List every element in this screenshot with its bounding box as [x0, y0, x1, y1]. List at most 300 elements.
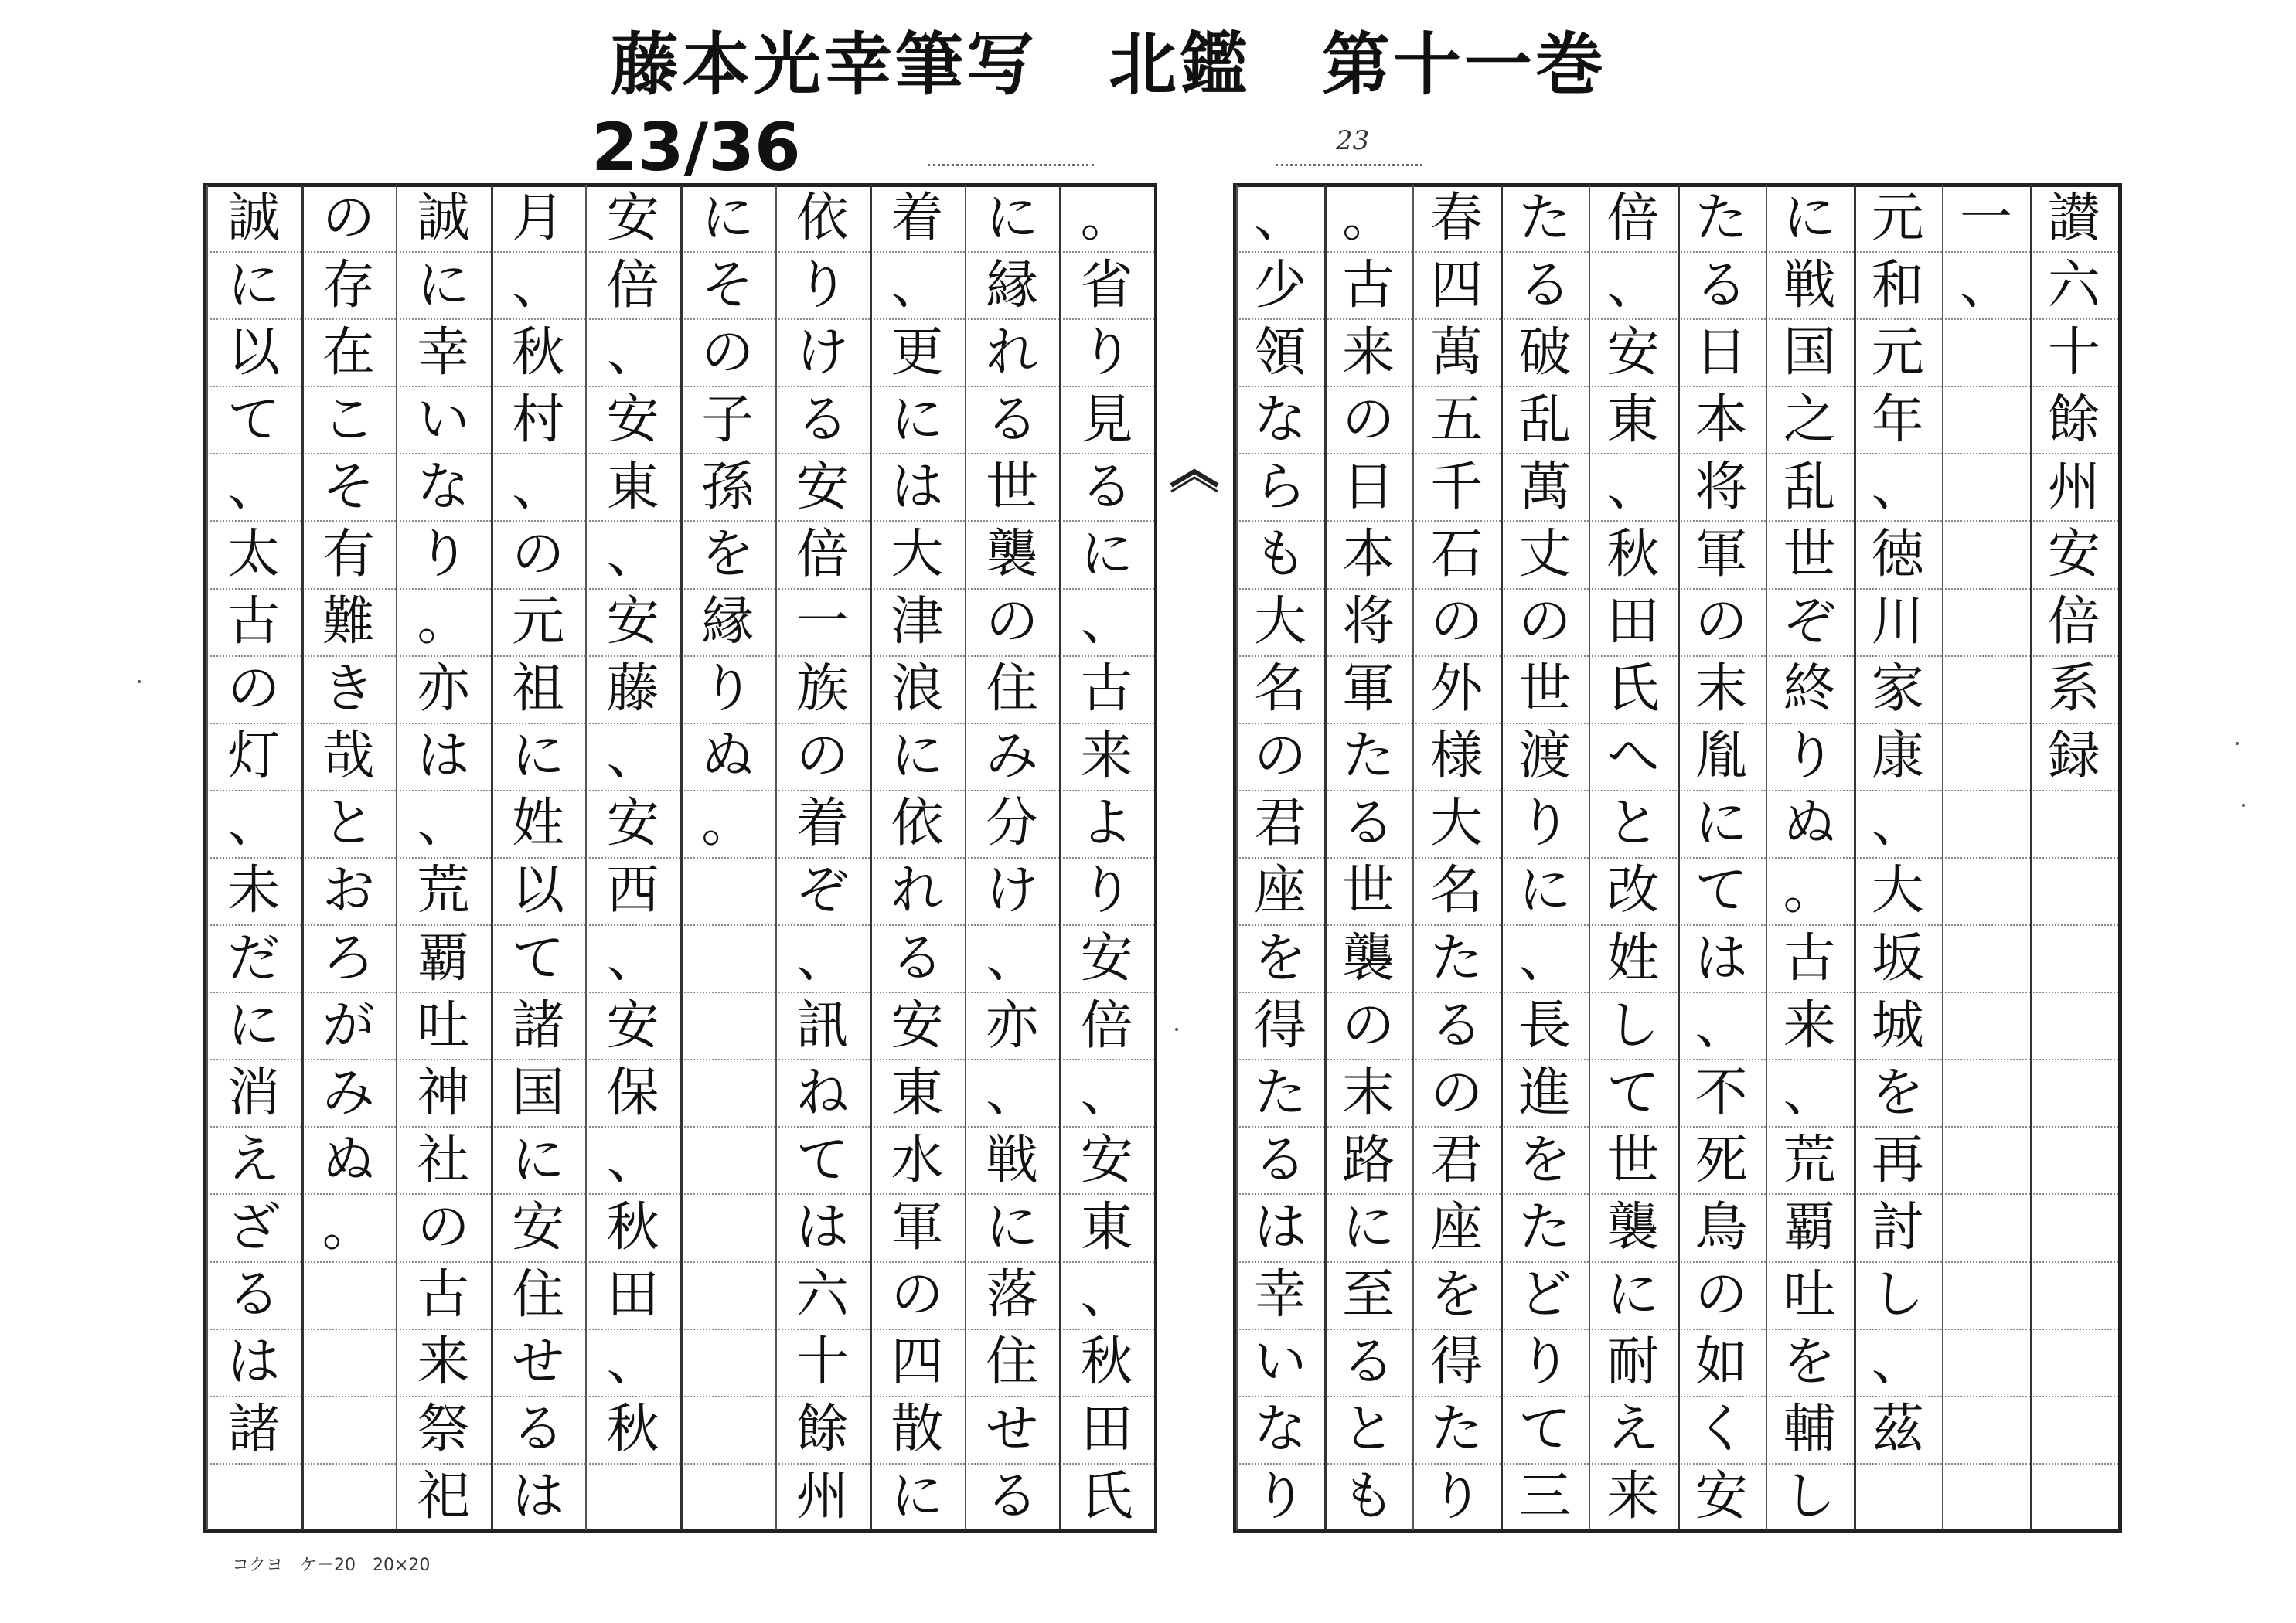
manuscript-cell: 。 — [1324, 185, 1412, 253]
manuscript-cell: 得 — [1412, 1330, 1501, 1397]
manuscript-cell: 改 — [1589, 859, 1677, 926]
manuscript-cell: 安 — [585, 590, 680, 657]
manuscript-cell: 来 — [1324, 320, 1412, 387]
manuscript-cell: 古 — [206, 590, 301, 657]
manuscript-cell: に — [396, 253, 491, 320]
manuscript-cell: ぞ — [1766, 590, 1854, 657]
manuscript-cell: な — [396, 454, 491, 522]
manuscript-column — [1412, 185, 1501, 1530]
manuscript-cell: た — [1501, 1195, 1589, 1262]
manuscript-cell: 輔 — [1766, 1397, 1854, 1465]
manuscript-cell: 秋 — [1589, 522, 1677, 589]
manuscript-cell: 軍 — [1324, 657, 1412, 724]
manuscript-cell: 諸 — [206, 1397, 301, 1465]
manuscript-cell: り — [396, 522, 491, 589]
manuscript-cell: る — [491, 1397, 586, 1465]
manuscript-cell: し — [1783, 1466, 1836, 1528]
manuscript-column — [775, 185, 870, 1530]
manuscript-cell: 、 — [1059, 1263, 1154, 1330]
manuscript-cell: 戦 — [1766, 253, 1854, 320]
manuscript-column — [680, 185, 775, 1530]
scan-speck — [138, 680, 141, 683]
manuscript-cell: 来 — [1606, 1466, 1660, 1528]
manuscript-cell: 吐 — [1766, 1263, 1854, 1330]
manuscript-cell: 年 — [1854, 387, 1942, 454]
manuscript-cell: 萬 — [1501, 454, 1589, 522]
manuscript-cell — [1942, 1195, 2030, 1262]
manuscript-cell: 、 — [1942, 253, 2030, 320]
manuscript-cell: 一 — [775, 590, 870, 657]
manuscript-cell: て — [206, 387, 301, 454]
manuscript-cell: 津 — [870, 590, 965, 657]
manuscript-cell: ぬ — [1766, 791, 1854, 859]
manuscript-cell — [680, 859, 775, 926]
header-dotted-line — [1276, 164, 1422, 166]
manuscript-cell: に — [870, 724, 965, 791]
manuscript-cell: 太 — [206, 522, 301, 589]
manuscript-cell: 安 — [775, 454, 870, 522]
column-rule — [396, 185, 397, 1530]
manuscript-cell: 東 — [1589, 387, 1677, 454]
manuscript-cell: 秋 — [1059, 1330, 1154, 1397]
manuscript-cell: 、 — [1589, 253, 1677, 320]
manuscript-cell — [585, 1465, 680, 1530]
manuscript-cell — [1942, 522, 2030, 589]
manuscript-cell: 家 — [1854, 657, 1942, 724]
manuscript-cell: を — [1236, 926, 1324, 993]
column-rule — [1324, 185, 1327, 1530]
manuscript-cell — [1942, 791, 2030, 859]
manuscript-cell: い — [396, 387, 491, 454]
manuscript-cell — [2030, 1465, 2118, 1530]
manuscript-cell: り — [1430, 1466, 1484, 1528]
manuscript-cell: 系 — [2030, 657, 2118, 724]
manuscript-cell: く — [1678, 1397, 1766, 1465]
manuscript-cell: に — [491, 724, 586, 791]
manuscript-cell: 討 — [1854, 1195, 1942, 1262]
column-rule — [1854, 185, 1856, 1530]
manuscript-cell: 覇 — [396, 926, 491, 993]
manuscript-cell: 吐 — [396, 993, 491, 1060]
manuscript-cell: 亦 — [396, 657, 491, 724]
manuscript-cell: 六 — [775, 1263, 870, 1330]
manuscript-cell: る — [1412, 993, 1501, 1060]
manuscript-cell: 千 — [1412, 454, 1501, 522]
column-rule — [1059, 185, 1061, 1530]
manuscript-cell: た — [1501, 185, 1589, 253]
column-rule — [870, 185, 872, 1530]
column-rule — [1766, 185, 1767, 1530]
column-rule — [585, 185, 587, 1530]
manuscript-cell: の — [206, 657, 301, 724]
manuscript-cell: 日 — [1324, 454, 1412, 522]
manuscript-cell — [301, 1397, 397, 1465]
manuscript-cell: 保 — [585, 1060, 680, 1128]
manuscript-cell: 、 — [1501, 926, 1589, 993]
manuscript-cell: 来 — [396, 1330, 491, 1397]
manuscript-cell: 和 — [1854, 253, 1942, 320]
manuscript-cell: 来 — [1059, 724, 1154, 791]
manuscript-cell: 康 — [1854, 724, 1942, 791]
manuscript-cell: る — [775, 387, 870, 454]
manuscript-cell: 神 — [396, 1060, 491, 1128]
scan-speck — [1175, 1028, 1178, 1031]
manuscript-cell: 住 — [965, 657, 1060, 724]
manuscript-cell: 、 — [585, 724, 680, 791]
manuscript-cell: 、 — [965, 926, 1060, 993]
manuscript-cell: ぞ — [775, 859, 870, 926]
manuscript-cell: 戦 — [965, 1128, 1060, 1195]
manuscript-cell: 依 — [775, 185, 870, 253]
manuscript-cell: て — [775, 1128, 870, 1195]
manuscript-cell: 氏 — [1589, 657, 1677, 724]
manuscript-cell — [2030, 993, 2118, 1060]
manuscript-cell: 、 — [870, 253, 965, 320]
gutter-chevron-mark — [1167, 464, 1221, 495]
manuscript-cell — [1942, 1397, 2030, 1465]
manuscript-cell: り — [1254, 1466, 1307, 1528]
manuscript-cell: も — [1342, 1466, 1395, 1528]
manuscript-cell: を — [1766, 1330, 1854, 1397]
manuscript-cell: に — [1766, 185, 1854, 253]
manuscript-cell: の — [680, 320, 775, 387]
manuscript-cell: 子 — [680, 387, 775, 454]
manuscript-cell: 田 — [1589, 590, 1677, 657]
manuscript-cell: た — [1324, 724, 1412, 791]
manuscript-cell: 安 — [585, 993, 680, 1060]
manuscript-cell — [2030, 1128, 2118, 1195]
manuscript-cell: 領 — [1236, 320, 1324, 387]
manuscript-cell: 縁 — [965, 253, 1060, 320]
manuscript-column — [1678, 185, 1766, 1530]
manuscript-cell: 終 — [1766, 657, 1854, 724]
manuscript-cell: 軍 — [1678, 522, 1766, 589]
manuscript-cell: の — [491, 522, 586, 589]
manuscript-cell: る — [1501, 253, 1589, 320]
manuscript-cell: こ — [301, 387, 397, 454]
column-rule — [775, 185, 777, 1530]
manuscript-cell: 、 — [585, 522, 680, 589]
manuscript-cell — [2030, 1195, 2118, 1262]
manuscript-cell: お — [301, 859, 397, 926]
manuscript-cell: 孫 — [680, 454, 775, 522]
manuscript-cell: り — [1059, 320, 1154, 387]
header-dotted-line — [928, 164, 1094, 166]
manuscript-column — [1324, 185, 1412, 1530]
manuscript-column — [301, 185, 397, 1530]
manuscript-cell: 。 — [680, 791, 775, 859]
column-rule — [1589, 185, 1590, 1530]
manuscript-cell — [1942, 590, 2030, 657]
manuscript-cell: 安 — [585, 791, 680, 859]
manuscript-cell: 省 — [1059, 253, 1154, 320]
manuscript-cell: り — [680, 657, 775, 724]
manuscript-cell: 四 — [870, 1330, 965, 1397]
manuscript-cell: 州 — [2030, 454, 2118, 522]
manuscript-cell: 州 — [795, 1466, 849, 1528]
manuscript-cell: 秋 — [585, 1195, 680, 1262]
manuscript-cell — [1942, 1060, 2030, 1128]
manuscript-cell — [1942, 1330, 2030, 1397]
manuscript-cell: 耐 — [1589, 1330, 1677, 1397]
manuscript-cell: 萬 — [1412, 320, 1501, 387]
manuscript-cell — [2030, 1263, 2118, 1330]
manuscript-cell: 古 — [1059, 657, 1154, 724]
manuscript-cell — [1854, 1465, 1942, 1530]
manuscript-cell: り — [1059, 859, 1154, 926]
manuscript-cell: 、 — [491, 454, 586, 522]
manuscript-cell: け — [775, 320, 870, 387]
manuscript-cell: れ — [870, 859, 965, 926]
column-rule — [1678, 185, 1680, 1530]
manuscript-cell: 見 — [1059, 387, 1154, 454]
manuscript-cell: 、 — [206, 454, 301, 522]
manuscript-cell: 乱 — [1501, 387, 1589, 454]
manuscript-cell: り — [1766, 724, 1854, 791]
manuscript-cell: 荒 — [1766, 1128, 1854, 1195]
manuscript-cell: 幸 — [396, 320, 491, 387]
manuscript-cell — [1942, 724, 2030, 791]
manuscript-cell: 諸 — [491, 993, 586, 1060]
manuscript-cell: 依 — [870, 791, 965, 859]
manuscript-cell: と — [1324, 1397, 1412, 1465]
manuscript-cell — [2030, 1397, 2118, 1465]
manuscript-cell: 、 — [1059, 1060, 1154, 1128]
manuscript-cell: な — [1236, 1397, 1324, 1465]
manuscript-cell: る — [870, 926, 965, 993]
manuscript-cell: 田 — [1059, 1397, 1154, 1465]
manuscript-cell: の — [965, 590, 1060, 657]
manuscript-cell: へ — [1589, 724, 1677, 791]
manuscript-cell: に — [1678, 791, 1766, 859]
manuscript-cell: 氏 — [1080, 1466, 1133, 1528]
manuscript-cell: 国 — [1766, 320, 1854, 387]
manuscript-cell: 灯 — [206, 724, 301, 791]
manuscript-cell: 、 — [775, 926, 870, 993]
manuscript-cell: 、 — [1236, 185, 1324, 253]
manuscript-cell: 、 — [1678, 993, 1766, 1060]
manuscript-cell: に — [1589, 1263, 1677, 1330]
manuscript-cell: 覇 — [1766, 1195, 1854, 1262]
manuscript-cell: え — [1589, 1397, 1677, 1465]
manuscript-cell: に — [491, 1128, 586, 1195]
manuscript-cell: る — [206, 1263, 301, 1330]
manuscript-cell: 録 — [2030, 724, 2118, 791]
scan-speck — [2236, 742, 2239, 745]
manuscript-cell: 安 — [1059, 926, 1154, 993]
manuscript-cell: 餘 — [775, 1397, 870, 1465]
manuscript-cell: ざ — [206, 1195, 301, 1262]
manuscript-cell: た — [1678, 185, 1766, 253]
manuscript-cell: 姓 — [1589, 926, 1677, 993]
manuscript-cell: を — [1501, 1128, 1589, 1195]
manuscript-column — [1501, 185, 1589, 1530]
manuscript-cell: の — [1324, 993, 1412, 1060]
manuscript-cell: た — [1412, 1397, 1501, 1465]
manuscript-cell: 。 — [301, 1195, 397, 1262]
manuscript-column — [585, 185, 680, 1530]
manuscript-cell: 本 — [1678, 387, 1766, 454]
manuscript-cell: 田 — [585, 1263, 680, 1330]
manuscript-cell: き — [301, 657, 397, 724]
manuscript-cell: 一 — [1942, 185, 2030, 253]
manuscript-cell: 社 — [396, 1128, 491, 1195]
manuscript-cell: の — [775, 724, 870, 791]
manuscript-cell: は — [870, 454, 965, 522]
manuscript-column — [1059, 185, 1154, 1530]
manuscript-cell: 座 — [1412, 1195, 1501, 1262]
manuscript-cell: 大 — [1412, 791, 1501, 859]
manuscript-cell: 石 — [1412, 522, 1501, 589]
manuscript-cell: た — [1412, 926, 1501, 993]
manuscript-cell: 落 — [965, 1263, 1060, 1330]
manuscript-cell: 川 — [1854, 590, 1942, 657]
manuscript-cell: 名 — [1236, 657, 1324, 724]
manuscript-cell: 住 — [491, 1263, 586, 1330]
manuscript-cell: 大 — [870, 522, 965, 589]
manuscript-cell: 古 — [396, 1263, 491, 1330]
manuscript-cell: の — [1501, 590, 1589, 657]
manuscript-cell: は — [775, 1195, 870, 1262]
manuscript-cell: 倍 — [775, 522, 870, 589]
manuscript-cell: 東 — [870, 1060, 965, 1128]
manuscript-cell: 訊 — [775, 993, 870, 1060]
manuscript-cell — [301, 1465, 397, 1530]
column-rule — [965, 185, 966, 1530]
manuscript-cell: 得 — [1236, 993, 1324, 1060]
manuscript-cell — [2030, 926, 2118, 993]
manuscript-cell: 外 — [1412, 657, 1501, 724]
manuscript-cell: ぬ — [301, 1128, 397, 1195]
manuscript-column — [2030, 185, 2118, 1530]
manuscript-cell: 本 — [1324, 522, 1412, 589]
manuscript-cell: 安 — [1695, 1466, 1748, 1528]
manuscript-cell: り — [1501, 1330, 1589, 1397]
manuscript-cell: 住 — [965, 1330, 1060, 1397]
manuscript-column — [1854, 185, 1942, 1530]
manuscript-cell: に — [891, 1466, 944, 1528]
manuscript-cell: 、 — [1854, 1330, 1942, 1397]
manuscript-cell: 如 — [1678, 1330, 1766, 1397]
manuscript-cell: 月 — [491, 185, 586, 253]
manuscript-cell: の — [301, 185, 397, 253]
manuscript-cell: 至 — [1324, 1263, 1412, 1330]
manuscript-cell: に — [965, 185, 1060, 253]
manuscript-cell: 祀 — [417, 1466, 470, 1528]
manuscript-cell: 坂 — [1854, 926, 1942, 993]
manuscript-cell: 日 — [1678, 320, 1766, 387]
manuscript-cell — [680, 926, 775, 993]
manuscript-cell: 将 — [1678, 454, 1766, 522]
manuscript-cell: ぬ — [680, 724, 775, 791]
manuscript-cell: 十 — [775, 1330, 870, 1397]
manuscript-cell: り — [1501, 791, 1589, 859]
manuscript-cell: 祖 — [491, 657, 586, 724]
manuscript-cell: の — [1324, 387, 1412, 454]
column-rule — [1412, 185, 1414, 1530]
manuscript-cell: の — [1678, 590, 1766, 657]
document-title: 藤本光幸筆写 北鑑 第十一巻 — [611, 25, 1607, 104]
manuscript-cell: 春 — [1412, 185, 1501, 253]
manuscript-cell: ね — [775, 1060, 870, 1128]
manuscript-cell: せ — [965, 1397, 1060, 1465]
manuscript-cell — [1942, 993, 2030, 1060]
manuscript-cell: 古 — [1766, 926, 1854, 993]
manuscript-column — [1766, 185, 1854, 1530]
manuscript-cell: 荒 — [396, 859, 491, 926]
manuscript-cell: 安 — [870, 993, 965, 1060]
manuscript-cell: 倍 — [585, 253, 680, 320]
manuscript-cell: れ — [965, 320, 1060, 387]
manuscript-cell — [2030, 859, 2118, 926]
manuscript-column — [1236, 185, 1324, 1530]
manuscript-cell: 襲 — [1589, 1195, 1677, 1262]
column-rule — [1501, 185, 1503, 1530]
manuscript-cell: 村 — [491, 387, 586, 454]
manuscript-cell: 君 — [1412, 1128, 1501, 1195]
manuscript-cell: そ — [680, 253, 775, 320]
manuscript-cell: 水 — [870, 1128, 965, 1195]
manuscript-cell: る — [1059, 454, 1154, 522]
manuscript-cell: 少 — [1236, 253, 1324, 320]
manuscript-cell: に — [1324, 1195, 1412, 1262]
manuscript-cell: を — [1412, 1263, 1501, 1330]
manuscript-cell: 亦 — [965, 993, 1060, 1060]
manuscript-cell: ら — [1236, 454, 1324, 522]
manuscript-cell — [2030, 1330, 2118, 1397]
manuscript-cell: 姓 — [491, 791, 586, 859]
manuscript-cell: 、 — [491, 253, 586, 320]
scan-speck — [2242, 804, 2245, 807]
manuscript-cell: の — [870, 1263, 965, 1330]
manuscript-cell: そ — [301, 454, 397, 522]
manuscript-cell: は — [1236, 1195, 1324, 1262]
manuscript-cell — [1942, 1128, 2030, 1195]
manuscript-cell: 藤 — [585, 657, 680, 724]
manuscript-cell: 存 — [301, 253, 397, 320]
manuscript-cell: な — [1236, 387, 1324, 454]
manuscript-cell: 誠 — [396, 185, 491, 253]
manuscript-cell: い — [1236, 1330, 1324, 1397]
manuscript-cell: 縁 — [680, 590, 775, 657]
manuscript-cell: 倍 — [1059, 993, 1154, 1060]
manuscript-cell: み — [301, 1060, 397, 1128]
manuscript-column — [206, 185, 301, 1530]
manuscript-cell: 安 — [585, 387, 680, 454]
manuscript-cell: 散 — [870, 1397, 965, 1465]
manuscript-cell: 哉 — [301, 724, 397, 791]
manuscript-cell: 名 — [1412, 859, 1501, 926]
manuscript-cell — [1942, 657, 2030, 724]
manuscript-cell: け — [965, 859, 1060, 926]
manuscript-cell: 襲 — [1324, 926, 1412, 993]
column-rule — [680, 185, 683, 1530]
manuscript-cell: 以 — [206, 320, 301, 387]
page-number: 23/36 — [591, 109, 801, 186]
manuscript-column — [491, 185, 586, 1530]
manuscript-cell: 、 — [1854, 454, 1942, 522]
manuscript-cell: は — [1678, 926, 1766, 993]
manuscript-cell — [1942, 454, 2030, 522]
manuscript-cell: 破 — [1501, 320, 1589, 387]
manuscript-cell: 、 — [396, 791, 491, 859]
manuscript-cell — [1942, 859, 2030, 926]
column-rule — [206, 185, 208, 1530]
manuscript-cell: に — [1059, 522, 1154, 589]
column-rule — [301, 185, 304, 1530]
manuscript-cell: る — [965, 387, 1060, 454]
manuscript-cell: 三 — [1518, 1466, 1572, 1528]
